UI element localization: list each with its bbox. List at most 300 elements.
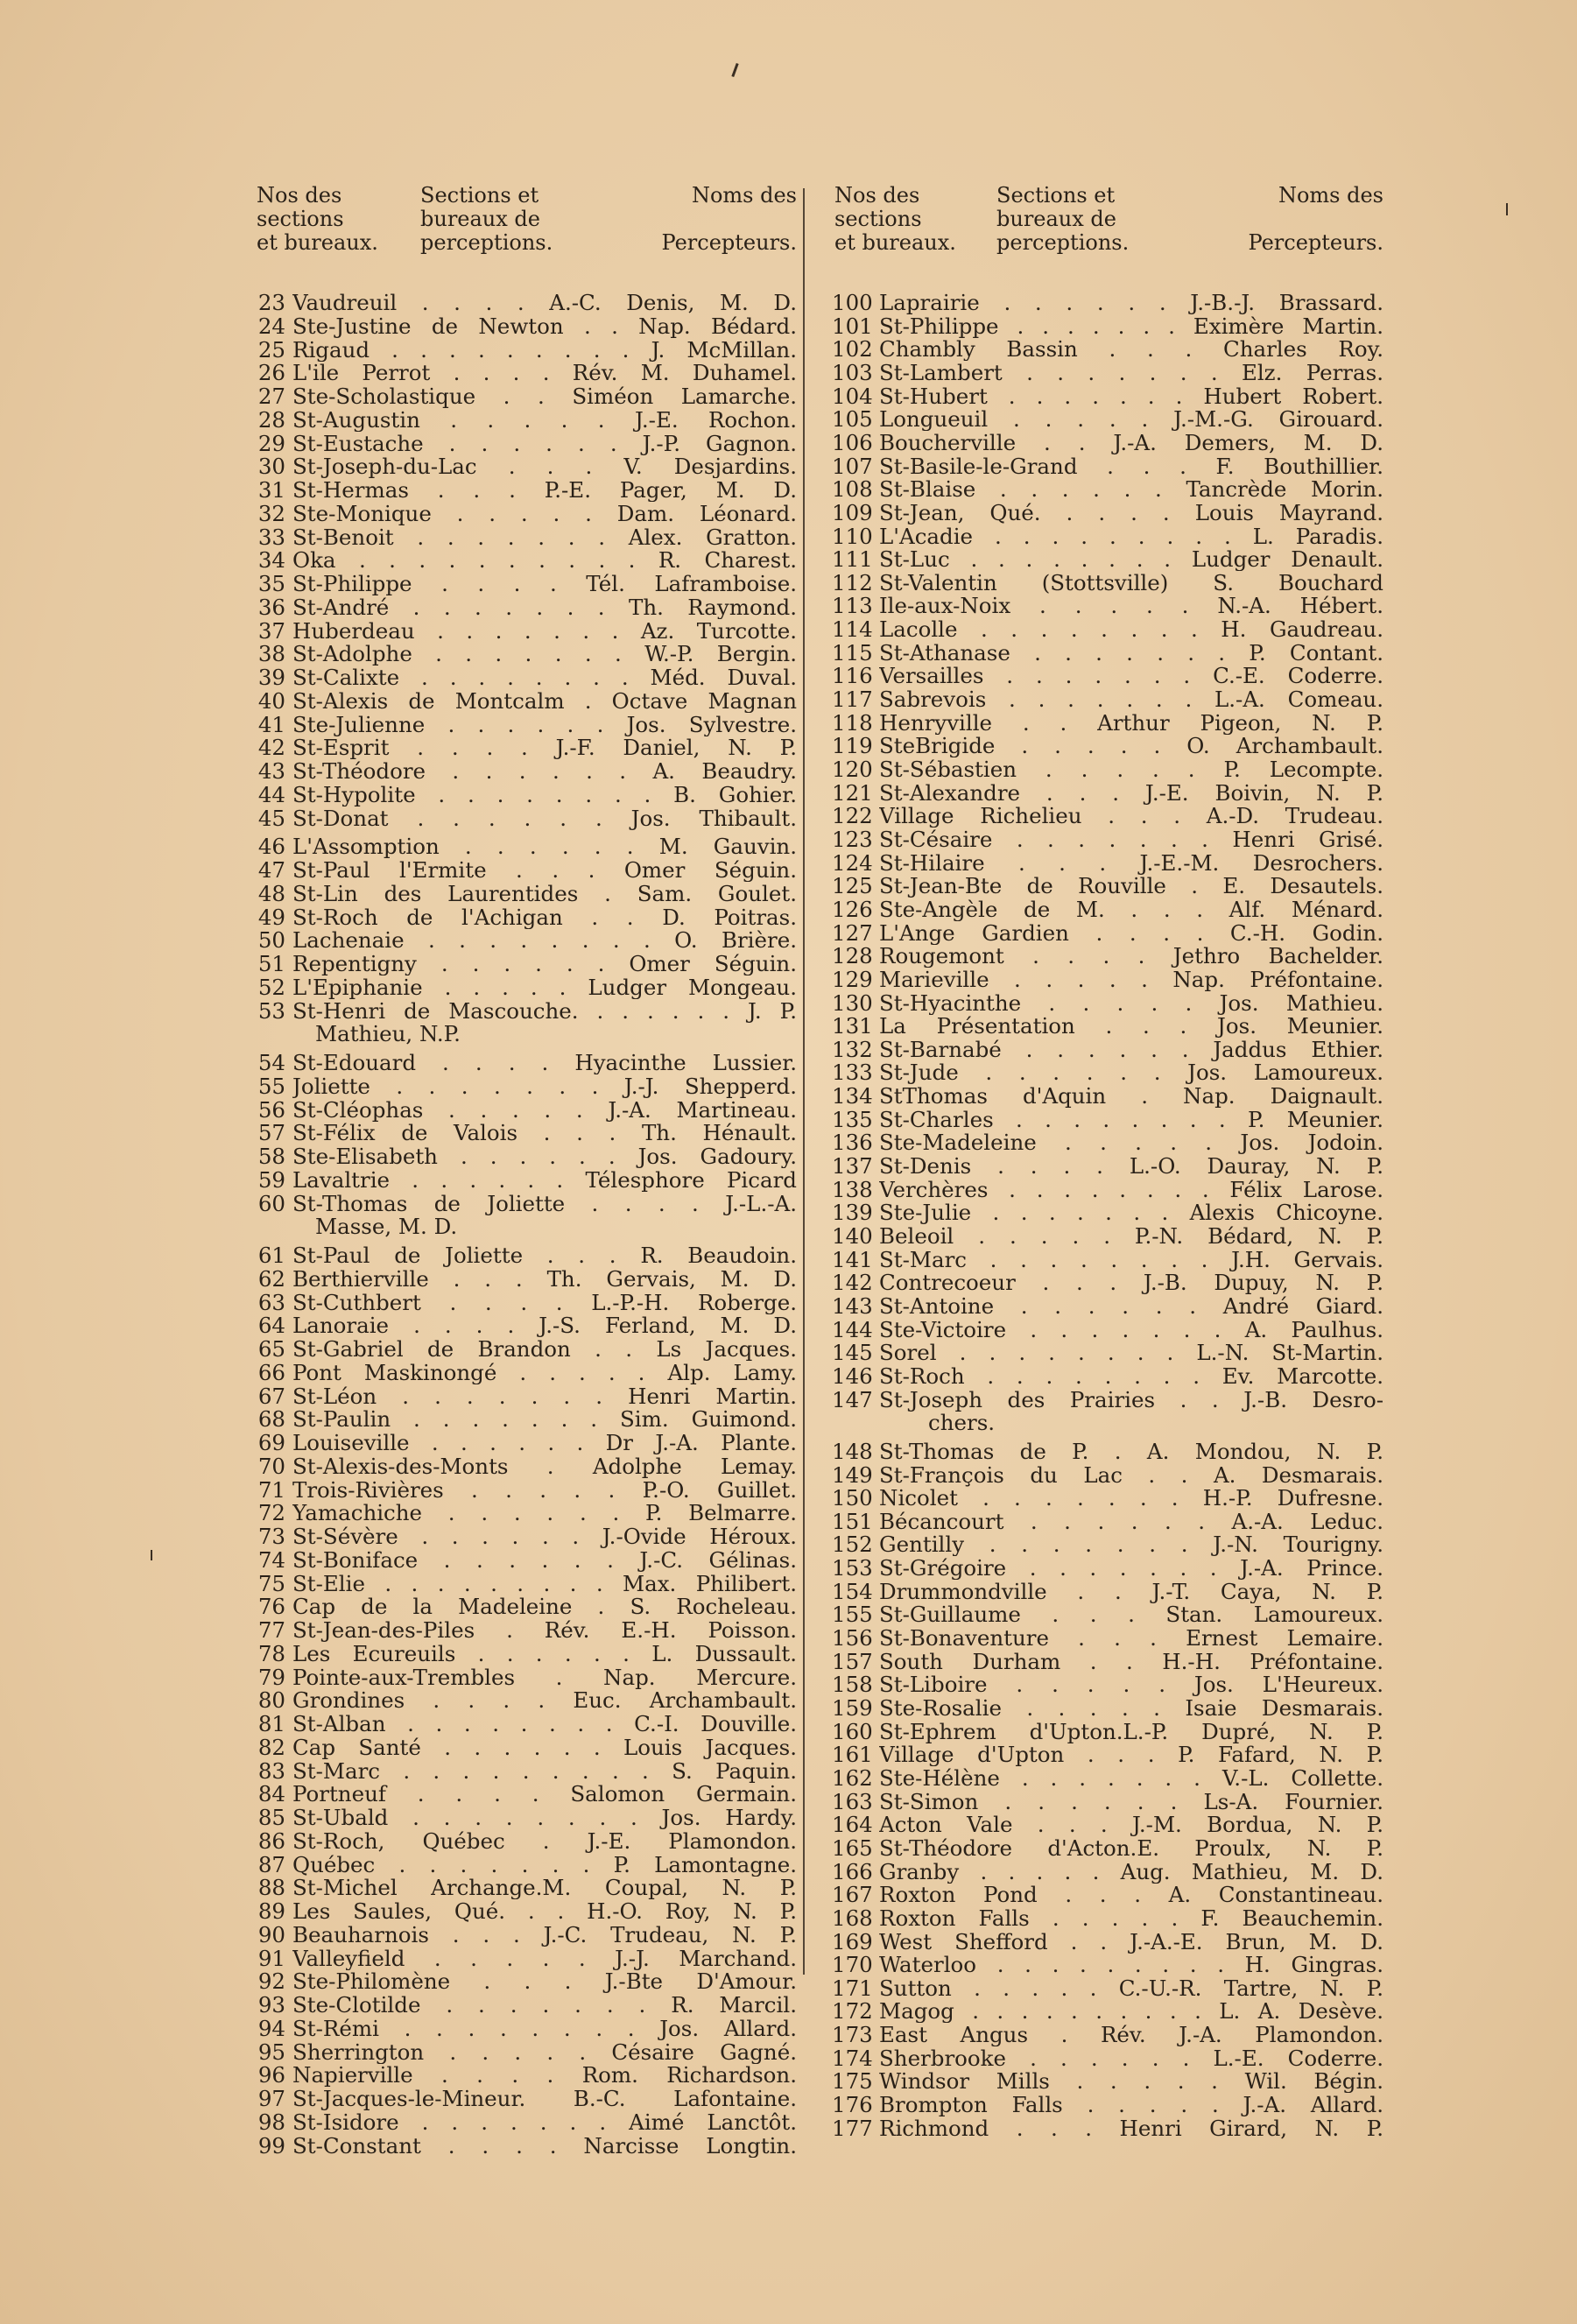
entry-number: 58 [257,1144,285,1169]
entry-number: 119 [832,733,873,759]
entry-text: St-Alban . . . . . . . . C.-I. Douville. [292,1712,797,1736]
entry-number: 88 [257,1875,285,1901]
entry-text: St-Théodore . . . . . . A. Beaudry. [292,759,797,783]
entry-continuation: Masse, M. D. [315,1215,458,1239]
entry-number: 100 [832,290,873,315]
entry-text: L'Assomption . . . . . . M. Gauvin. [292,835,797,859]
entry-number: 117 [832,687,873,713]
header-text: et bureaux. [257,230,378,255]
entry-text: St-Joseph-du-Lac . . . V. Desjardins. [292,454,797,479]
entry-number: 29 [257,430,285,456]
entry-text: Ste-Scholastique . . Siméon Lamarche. [292,384,797,408]
entry-text: St-Roch de l'Achigan . . D. Poitras. [292,905,797,929]
entry-number: 156 [832,1625,873,1651]
entry-text: St-Césaire . . . . . . . Henri Grisé. [879,827,1383,851]
entry-number: 158 [832,1672,873,1698]
entry-number: 53 [257,997,285,1024]
entry-number: 167 [832,1882,873,1908]
entry-text: St-Lambert . . . . . . . Elz. Perras. [879,360,1383,384]
entry-text: St-Constant . . . . Narcisse Longtin. [292,2133,797,2158]
entry-text: St-Marc . . . . . . . . . S. Paquin. [292,1758,797,1783]
entry-text: Napierville . . . . Rom. Richardson. [292,2063,797,2088]
entry-number: 99 [257,2132,285,2159]
entry-number: 72 [257,1500,285,1526]
entry-number: 147 [832,1386,873,1412]
entry-text: Ste-Julienne . . . . . . Jos. Sylvestre. [292,712,797,736]
entry-number: 130 [832,989,873,1016]
entry-number: 136 [832,1130,873,1156]
entry-number: 148 [832,1438,873,1464]
header-text: bureaux de [996,207,1116,231]
entry-number: 118 [832,709,873,736]
entry-number: 87 [257,1851,285,1877]
entry-number: 94 [257,2015,285,2041]
entry-number: 39 [257,665,285,690]
entry-number: 54 [257,1050,285,1075]
entry-number: 42 [257,735,285,761]
entry-number: 154 [832,1578,873,1604]
entry-number: 59 [257,1166,285,1193]
entry-number: 91 [257,1945,285,1971]
entry-number: 104 [832,383,873,409]
entry-text: Sorel . . . . . . . . L.-N. St-Martin. [879,1341,1383,1365]
entry-text: StThomas d'Aquin . Nap. Daignault. [879,1084,1383,1109]
header-text: Nos des [834,183,920,208]
entry-text: St-Félix de Valois . . . Th. Hénault. [292,1121,797,1145]
entry-number: 173 [832,2022,873,2048]
header-noms-percepteurs [1228,184,1383,255]
entry-number: 122 [832,803,873,829]
entry-text: St-Hubert . . . . . . . Hubert Robert. [879,384,1383,408]
entry-text: Windsor Mills . . . . . Wil. Bégin. [879,2069,1383,2094]
header-text: Noms des [691,183,797,208]
entry-text: Granby . . . . . Aug. Mathieu, M. D. [879,1859,1383,1884]
entry-number: 157 [832,1648,873,1674]
entry-text: Valleyfield . . . . . J.-J. Marchand. [292,1946,797,1970]
left-column-header [254,184,797,291]
entry-number: 116 [832,663,873,689]
entry-number: 141 [832,1246,873,1272]
header-text: bureaux de [420,207,540,231]
entry-number: 138 [832,1176,873,1202]
entry-text: Ste-Madeleine . . . . . Jos. Jodoin. [879,1130,1383,1155]
entry-text: Portneuf . . . . Salomon Germain. [292,1782,797,1806]
entry-text: Les Ecureuils . . . . . . L. Dussault. [292,1641,797,1666]
entry-number: 102 [832,336,873,363]
entry-number: 128 [832,943,873,969]
entry-number: 170 [832,1952,873,1978]
entry-number: 45 [257,805,285,831]
entry-number: 161 [832,1742,873,1768]
entry-text: St-Hermas . . . P.-E. Pager, M. D. [292,478,797,502]
entry-text: Roxton Falls . . . . . F. Beauchemin. [879,1905,1383,1930]
entry-number: 89 [257,1898,285,1924]
entry-number: 30 [257,454,285,480]
entry-number: 61 [257,1243,285,1268]
entry-text: Trois-Rivières . . . . . P.-O. Guillet. [292,1477,797,1502]
entry-text: Village d'Upton . . . P. Fafard, N. P. [879,1743,1383,1767]
entry-number: 105 [832,406,873,433]
entry-number: 165 [832,1835,873,1861]
entry-number: 95 [257,2039,285,2065]
entry-text: St-Jean-Bte de Rouville . E. Desautels. [879,874,1383,898]
entry-number: 63 [257,1289,285,1315]
entry-text: Sherrington . . . . . Césaire Gagné. [292,2039,797,2064]
entry-text: Sherbrooke . . . . . . L.-E. Coderre. [879,2046,1383,2070]
entry-text: La Présentation . . . Jos. Meunier. [879,1014,1383,1039]
entry-text: St-Basile-le-Grand . . . F. Bouthillier. [879,454,1383,478]
entry-text: St-Paul l'Ermite . . . Omer Séguin. [292,858,797,882]
entry-number: 49 [257,904,285,930]
entry-text: Boucherville . . J.-A. Demers, M. D. [879,430,1383,454]
ink-speck [151,1550,152,1560]
entry-text: Roxton Pond . . . A. Constantineau. [879,1883,1383,1907]
entry-text: St-Lin des Laurentides . Sam. Goulet. [292,881,797,905]
entry-number: 109 [832,499,873,525]
entry-number: 79 [257,1664,285,1690]
entry-text: Ste-Victoire . . . . . . . A. Paulhus. [879,1317,1383,1342]
entry-number: 155 [832,1602,873,1628]
entry-number: 60 [257,1190,285,1216]
entry-number: 93 [257,1992,285,2018]
entry-text: St-Elie . . . . . . . . . Max. Philibert. [292,1571,797,1595]
entry-text: St-Athanase . . . . . . . P. Contant. [879,640,1383,665]
ink-speck [731,63,738,77]
entry-number: 153 [832,1555,873,1581]
entry-number: 172 [832,1998,873,2025]
entry-number: 85 [257,1805,285,1830]
header-text: sections [834,207,922,231]
entry-text: East Angus . Rév. J.-A. Plamondon. [879,2023,1383,2047]
entry-text: Magog . . . . . . . . . . L. A. Desève. [879,1999,1383,2024]
entry-text: Bécancourt . . . . . . A.-A. Leduc. [879,1509,1383,1533]
entry-number: 159 [832,1695,873,1721]
entry-number: 129 [832,966,873,992]
header-nos-des-sections [834,184,956,255]
entry-text: St-Barnabé . . . . . . Jaddus Ethier. [879,1037,1383,1061]
header-text: et bureaux. [834,230,956,255]
entry-number: 44 [257,781,285,807]
entry-number: 71 [257,1476,285,1503]
entry-number: 175 [832,2068,873,2095]
entry-text: Repentigny . . . . . . Omer Séguin. [292,952,797,975]
entry-text: St-Antoine . . . . . . André Giard. [879,1293,1383,1318]
entry-number: 28 [257,406,285,433]
entry-text: St-Sévère . . . . . . J.-Ovide Héroux. [292,1525,797,1548]
entry-number: 139 [832,1200,873,1226]
entry-text: Cap Santé . . . . . . Louis Jacques. [292,1735,797,1759]
entry-text: St-Hypolite . . . . . . . . B. Gohier. [292,782,797,806]
entry-number: 81 [257,1711,285,1736]
header-spacer [1228,208,1383,231]
entry-text: St-Edouard . . . . Hyacinthe Lussier. [292,1051,797,1074]
entry-text: Henryville . . Arthur Pigeon, N. P. [879,710,1383,735]
entry-text: St-Roch, Québec . J.-E. Plamondon. [292,1828,797,1853]
entry-text: Drummondville . . J.-T. Caya, N. P. [879,1579,1383,1603]
entry-text: St-Cléophas . . . . . J.-A. Martineau. [292,1097,797,1122]
entry-number: 92 [257,1968,285,1995]
entry-number: 127 [832,919,873,946]
entry-number: 146 [832,1363,873,1389]
entry-number: 114 [832,616,873,643]
entry-number: 31 [257,477,285,503]
entry-text: Yamachiche . . . . . . P. Belmarre. [292,1501,797,1525]
entry-text: St-Paulin . . . . . . . Sim. Guimond. [292,1407,797,1432]
entry-text: St-Alexis-des-Monts . Adolphe Lemay. [292,1454,797,1478]
entry-number: 82 [257,1734,285,1760]
entry-text: Les Saules, Qué. . . H.-O. Roy, N. P. [292,1899,797,1923]
entry-text: Versailles . . . . . . . C.-E. Coderre. [879,664,1383,688]
entry-number: 144 [832,1316,873,1342]
header-text: Percepteurs. [661,230,797,255]
entry-text: St-Eustache . . . . . . J.-P. Gagnon. [292,431,797,455]
entry-number: 27 [257,384,285,409]
entry-number: 103 [832,359,873,385]
entry-text: Lanoraie . . . . J.-S. Ferland, M. D. [292,1313,797,1338]
entry-number: 77 [257,1617,285,1643]
entry-number: 151 [832,1508,873,1534]
entry-text: Marieville . . . . . Nap. Préfontaine. [879,967,1383,991]
entry-text: St-Ephrem d'Upton.L.-P. Dupré, N. P. [879,1719,1383,1743]
header-text: Sections et [420,183,539,208]
entry-number: 97 [257,2086,285,2111]
entry-number: 134 [832,1083,873,1109]
entry-number: 74 [257,1546,285,1573]
entry-text: St-Paul de Joliette . . . R. Beaudoin. [292,1243,797,1267]
entry-number: 84 [257,1781,285,1807]
entry-text: Waterloo . . . . . . . . . H. Gingras. [879,1953,1383,1977]
entry-text: St-Adolphe . . . . . . . W.-P. Bergin. [292,642,797,666]
entry-text: St-Jacques-le-Mineur. B.-C. Lafontaine. [292,2087,797,2110]
entry-text: Ste-Elisabeth . . . . . . Jos. Gadoury. [292,1144,797,1168]
entry-number: 69 [257,1430,285,1455]
entry-number: 124 [832,849,873,876]
entry-text: Ile-aux-Noix . . . . . N.-A. Hébert. [879,594,1383,618]
entry-text: St-Donat . . . . . . Jos. Thibault. [292,806,797,830]
entry-text: L'Ange Gardien . . . . C.-H. Godin. [879,920,1383,945]
entry-text: Québec . . . . . . . P. Lamontagne. [292,1852,797,1877]
entry-number: 52 [257,974,285,1000]
entry-text: L'Epiphanie . . . . . Ludger Mongeau. [292,975,797,999]
entry-text: Huberdeau . . . . . . . Az. Turcotte. [292,618,797,643]
entry-text: St-Ubald . . . . . . . . Jos. Hardy. [292,1806,797,1829]
entry-number: 111 [832,546,873,573]
header-noms-percepteurs [650,184,797,255]
entry-text: Lachenaie . . . . . . . . O. Brière. [292,928,797,953]
entry-number: 123 [832,826,873,852]
entry-text: St-Théodore d'Acton.E. Proulx, N. P. [879,1835,1383,1860]
entry-text: St-Alexandre . . . J.-E. Boivin, N. P. [879,780,1383,805]
entry-number: 126 [832,896,873,922]
entry-number: 43 [257,758,285,784]
entry-number: 131 [832,1013,873,1039]
entry-text: St-Philippe . . . . Tél. Laframboise. [292,572,797,595]
entry-text: St-Valentin (Stottsville) S. Bouchard [879,570,1383,595]
entry-number: 48 [257,880,285,906]
entry-number: 56 [257,1096,285,1123]
entry-number: 166 [832,1858,873,1884]
entry-number: 110 [832,523,873,549]
entry-text: St-Blaise . . . . . . Tancrède Morin. [879,477,1383,502]
entry-text: Ste-Justine de Newton . . Nap. Bédard. [292,313,797,338]
entry-number: 65 [257,1336,285,1362]
entry-text: St-Gabriel de Brandon . . Ls Jacques. [292,1337,797,1361]
entry-text: Berthierville . . . Th. Gervais, M. D. [292,1266,797,1291]
entry-number: 35 [257,571,285,596]
entry-number: 38 [257,641,285,667]
entry-text: St-Sébastien . . . . . P. Lecompte. [879,757,1383,781]
entry-text: Joliette . . . . . . . J.-J. Shepperd. [292,1074,797,1098]
entry-number: 115 [832,639,873,666]
entry-text: Pointe-aux-Trembles . Nap. Mercure. [292,1665,797,1689]
header-nos-des-sections [257,184,378,255]
entry-text: Beleoil . . . . . P.-N. Bédard, N. P. [879,1224,1383,1248]
entry-text: St-Alexis de Montcalm . Octave Magnan [292,688,797,713]
entry-number: 66 [257,1359,285,1385]
entry-number: 55 [257,1073,285,1099]
entry-text: Vaudreuil . . . . A.-C. Denis, M. D. [292,291,797,314]
entry-number: 25 [257,336,285,363]
entry-text: Village Richelieu . . . A.-D. Trudeau. [879,804,1383,828]
entry-number: 47 [257,857,285,883]
entry-text: Sutton . . . . . C.-U.-R. Tartre, N. P. [879,1975,1383,2000]
entry-text: Oka . . . . . . . . . . R. Charest. [292,548,797,573]
entry-number: 86 [257,1828,285,1854]
entry-number: 112 [832,569,873,595]
entry-text: L'ile Perrot . . . . Rév. M. Duhamel. [292,361,797,385]
entry-number: 152 [832,1532,873,1558]
entry-number: 150 [832,1485,873,1511]
entry-number: 32 [257,500,285,526]
entry-text: St-Guillaume . . . Stan. Lamoureux. [879,1602,1383,1627]
entry-text: St-Roch . . . . . . . . Ev. Marcotte. [879,1363,1383,1388]
entry-text: St-Michel Archange.M. Coupal, N. P. [292,1876,797,1900]
entry-number: 36 [257,594,285,620]
entry-text: Ste-Angèle de M. . . . Alf. Ménard. [879,897,1383,921]
entry-number: 33 [257,524,285,550]
entry-text: Sabrevois . . . . . . . L.-A. Comeau. [879,687,1383,712]
entry-number: 90 [257,1921,285,1947]
entry-number: 50 [257,927,285,954]
entry-text: Acton Vale . . . J.-M. Bordua, N. P. [879,1813,1383,1837]
entry-number: 101 [832,313,873,339]
entry-text: Grondines . . . . Euc. Archambault. [292,1688,797,1713]
entry-text: St-Grégoire . . . . . . . J.-A. Prince. [879,1556,1383,1581]
entry-text: St-Thomas de Joliette . . . . J.-L.-A. [292,1191,797,1215]
entry-number: 160 [832,1718,873,1744]
entry-number: 34 [257,547,285,574]
entry-text: St-Jean-des-Piles . Rév. E.-H. Poisson. [292,1618,797,1642]
entry-text: L'Acadie . . . . . . . . . L. Paradis. [879,524,1383,548]
entry-text: Rigaud . . . . . . . . . J. McMillan. [292,337,797,362]
entry-number: 70 [257,1453,285,1479]
entry-text: St-Henri de Mascouche. . . . . . . J. P. [292,998,797,1023]
entry-text: South Durham . . H.-H. Préfontaine. [879,1649,1383,1673]
entry-text: West Shefford . . J.-A.-E. Brun, M. D. [879,1929,1383,1954]
entry-text: St-Charles . . . . . . . . P. Meunier. [879,1107,1383,1131]
entry-number: 46 [257,834,285,860]
header-text: Sections et [996,183,1116,208]
entry-text: St-Liboire . . . . . Jos. L'Heureux. [879,1673,1383,1697]
entry-text: St-Jean, Qué. . . . . Louis Mayrand. [879,500,1383,525]
column-divider [803,188,805,1975]
entry-text: Longueuil . . . . . J.-M.-G. Girouard. [879,407,1383,432]
header-text: perceptions. [420,230,553,255]
entry-number: 64 [257,1313,285,1339]
entry-number: 98 [257,2109,285,2135]
entry-text: St-François du Lac . . A. Desmarais. [879,1462,1383,1487]
entry-number: 164 [832,1812,873,1838]
entry-text: Contrecoeur . . . J.-B. Dupuy, N. P. [879,1271,1383,1295]
entry-number: 73 [257,1524,285,1549]
entry-text: Lacolle . . . . . . . . H. Gaudreau. [879,617,1383,642]
entry-text: Louiseville . . . . . . Dr J.-A. Plante. [292,1431,797,1454]
entry-number: 162 [832,1764,873,1791]
entry-number: 107 [832,453,873,479]
entry-text: St-Joseph des Prairies . . J.-B. Desro- [879,1387,1383,1412]
entry-text: Brompton Falls . . . . . J.-A. Allard. [879,2093,1383,2117]
entry-text: St-Esprit . . . . J.-F. Daniel, N. P. [292,736,797,760]
entry-text: St-Denis . . . . L.-O. Dauray, N. P. [879,1154,1383,1179]
entry-number: 132 [832,1036,873,1062]
entry-number: 76 [257,1594,285,1620]
entry-text: St-Marc . . . . . . . . J.H. Gervais. [879,1247,1383,1271]
entry-text: Nicolet . . . . . . . H.-P. Dufresne. [879,1486,1383,1511]
entry-text: Cap de la Madeleine . S. Rocheleau. [292,1595,797,1619]
entry-number: 177 [832,2115,873,2141]
entry-text: Ste-Clotilde . . . . . . . R. Marcil. [292,1993,797,2017]
entry-text: St-Simon . . . . . . Ls-A. Fournier. [879,1789,1383,1813]
entry-number: 24 [257,313,285,339]
entry-text: St-Isidore . . . . . . . Aimé Lanctôt. [292,2109,797,2134]
entry-text: St-Hilaire . . . J.-E.-M. Desrochers. [879,850,1383,875]
entry-text: St-Hyacinthe . . . . . Jos. Mathieu. [879,990,1383,1015]
entry-text: Ste-Monique . . . . . Dam. Léonard. [292,501,797,525]
entry-number: 68 [257,1406,285,1433]
entry-text: Richmond . . . Henri Girard, N. P. [879,2116,1383,2140]
entry-number: 140 [832,1223,873,1249]
entry-number: 37 [257,617,285,644]
entry-number: 143 [832,1292,873,1319]
left-column [254,183,797,2159]
entry-text: St-Thomas de P. . A. Mondou, N. P. [879,1439,1383,1463]
entry-number: 149 [832,1461,873,1488]
entry-number: 78 [257,1640,285,1666]
entry-text: Ste-Hélène . . . . . . . V.-L. Collette. [879,1765,1383,1790]
entry-number: 106 [832,429,873,455]
entry-text: St-Philippe . . . . . . . Eximère Martin. [879,313,1383,338]
header-text: perceptions. [996,230,1130,255]
entry-text: St-André . . . . . . . Th. Raymond. [292,595,797,619]
entry-text: St-Jude . . . . . . Jos. Lamoureux. [879,1060,1383,1085]
entry-number: 137 [832,1153,873,1180]
entry-continuation: Mathieu, N.P. [315,1022,461,1046]
entry-number: 51 [257,951,285,976]
entry-text: St-Léon . . . . . . . Henri Martin. [292,1384,797,1408]
entry-text: Pont Maskinongé . . . . . Alp. Lamy. [292,1360,797,1384]
entry-text: St-Rémi . . . . . . . . Jos. Allard. [292,2016,797,2040]
entry-number: 23 [257,290,285,315]
entry-number: 142 [832,1270,873,1296]
entry-number: 67 [257,1383,285,1409]
entry-number: 108 [832,476,873,503]
entry-text: St-Boniface . . . . . . J.-C. Gélinas. [292,1547,797,1572]
entry-text: Chambly Bassin . . . Charles Roy. [879,337,1383,362]
entry-number: 80 [257,1687,285,1714]
header-text: sections [257,207,344,231]
entry-number: 62 [257,1265,285,1292]
entry-number: 40 [257,687,285,714]
